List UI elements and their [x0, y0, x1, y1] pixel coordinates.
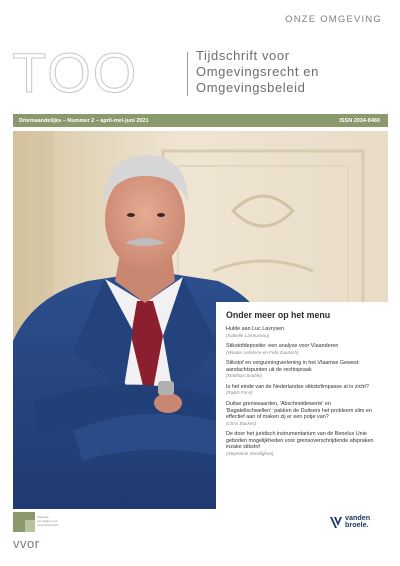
svg-text:vvor: vvor	[13, 536, 40, 551]
menu-item-author: (Wouter Lefebvre en Felix Deutsch)	[226, 349, 299, 355]
svg-text:vereniging voor: vereniging voor	[37, 519, 58, 523]
issue-band	[13, 114, 388, 127]
publisher-name-line2: broele.	[345, 520, 369, 529]
menu-item-author: (Stephanie Verwilghen)	[226, 451, 274, 457]
svg-text:omgevingsrecht: omgevingsrecht	[37, 523, 59, 527]
menu-item-title: Hulde aan Luc Lavrysen	[226, 326, 285, 332]
menu-item	[226, 343, 379, 356]
menu-item	[226, 326, 379, 339]
menu-item-title: De door het juridisch instrumentarium van de Benelux Unie geboden mogelijkheden voor grensoverschrijdende afspraken inzake stikstof	[226, 431, 374, 451]
vvor-logo	[13, 512, 61, 556]
menu-item-author: (Chris Backes)	[226, 420, 257, 426]
menu-item	[226, 360, 379, 379]
menu-item-author: (Isabelle Larmuseau)	[226, 332, 270, 338]
menu-item	[226, 384, 379, 397]
menu-title: Onder meer op het menu	[226, 310, 331, 320]
publisher-mark-icon	[330, 516, 343, 529]
too-logo-text: TOO	[12, 48, 139, 96]
publisher-logo	[330, 514, 390, 534]
brand-name: ONZE OMGEVING	[285, 14, 382, 25]
menu-item-title: Duitse grenswaarden, 'Abschneidewerte' en 'Bagatellschwellen': pakken de Duitsers het probleem slim en effectief aan of maken zij er een potje van?	[226, 400, 372, 421]
too-logo	[12, 48, 172, 96]
svg-text:Vlaamse: Vlaamse	[37, 515, 49, 519]
menu-item	[226, 431, 379, 457]
publisher-name-line1: vanden	[345, 513, 371, 522]
issn: ISSN 2034-8460	[339, 117, 380, 124]
header-divider	[187, 52, 188, 96]
menu-item-title: Is het einde van de Nederlandse stikstofimpasse al in zicht?	[226, 383, 369, 390]
menu-item-author: (Matthias Snoble)	[226, 373, 263, 379]
menu-item-title: Stikstof en vergunningverlening in het Vlaamse Gewest: aandachtspunten uit de rechtspraak	[226, 360, 360, 373]
menu-item	[226, 401, 379, 427]
menu-item-title: Stikstofdepositie: een analyse voor Vlaanderen	[226, 343, 339, 350]
menu-box	[216, 302, 388, 509]
issue-info: Driemaandelijks – Nummer 2 – april-mei-juni 2021	[19, 117, 149, 124]
journal-subtitle: Tijdschrift voor Omgevingsrecht en Omgevingsbeleid	[196, 48, 319, 95]
menu-item-author: (Ralph Frins)	[226, 390, 253, 396]
